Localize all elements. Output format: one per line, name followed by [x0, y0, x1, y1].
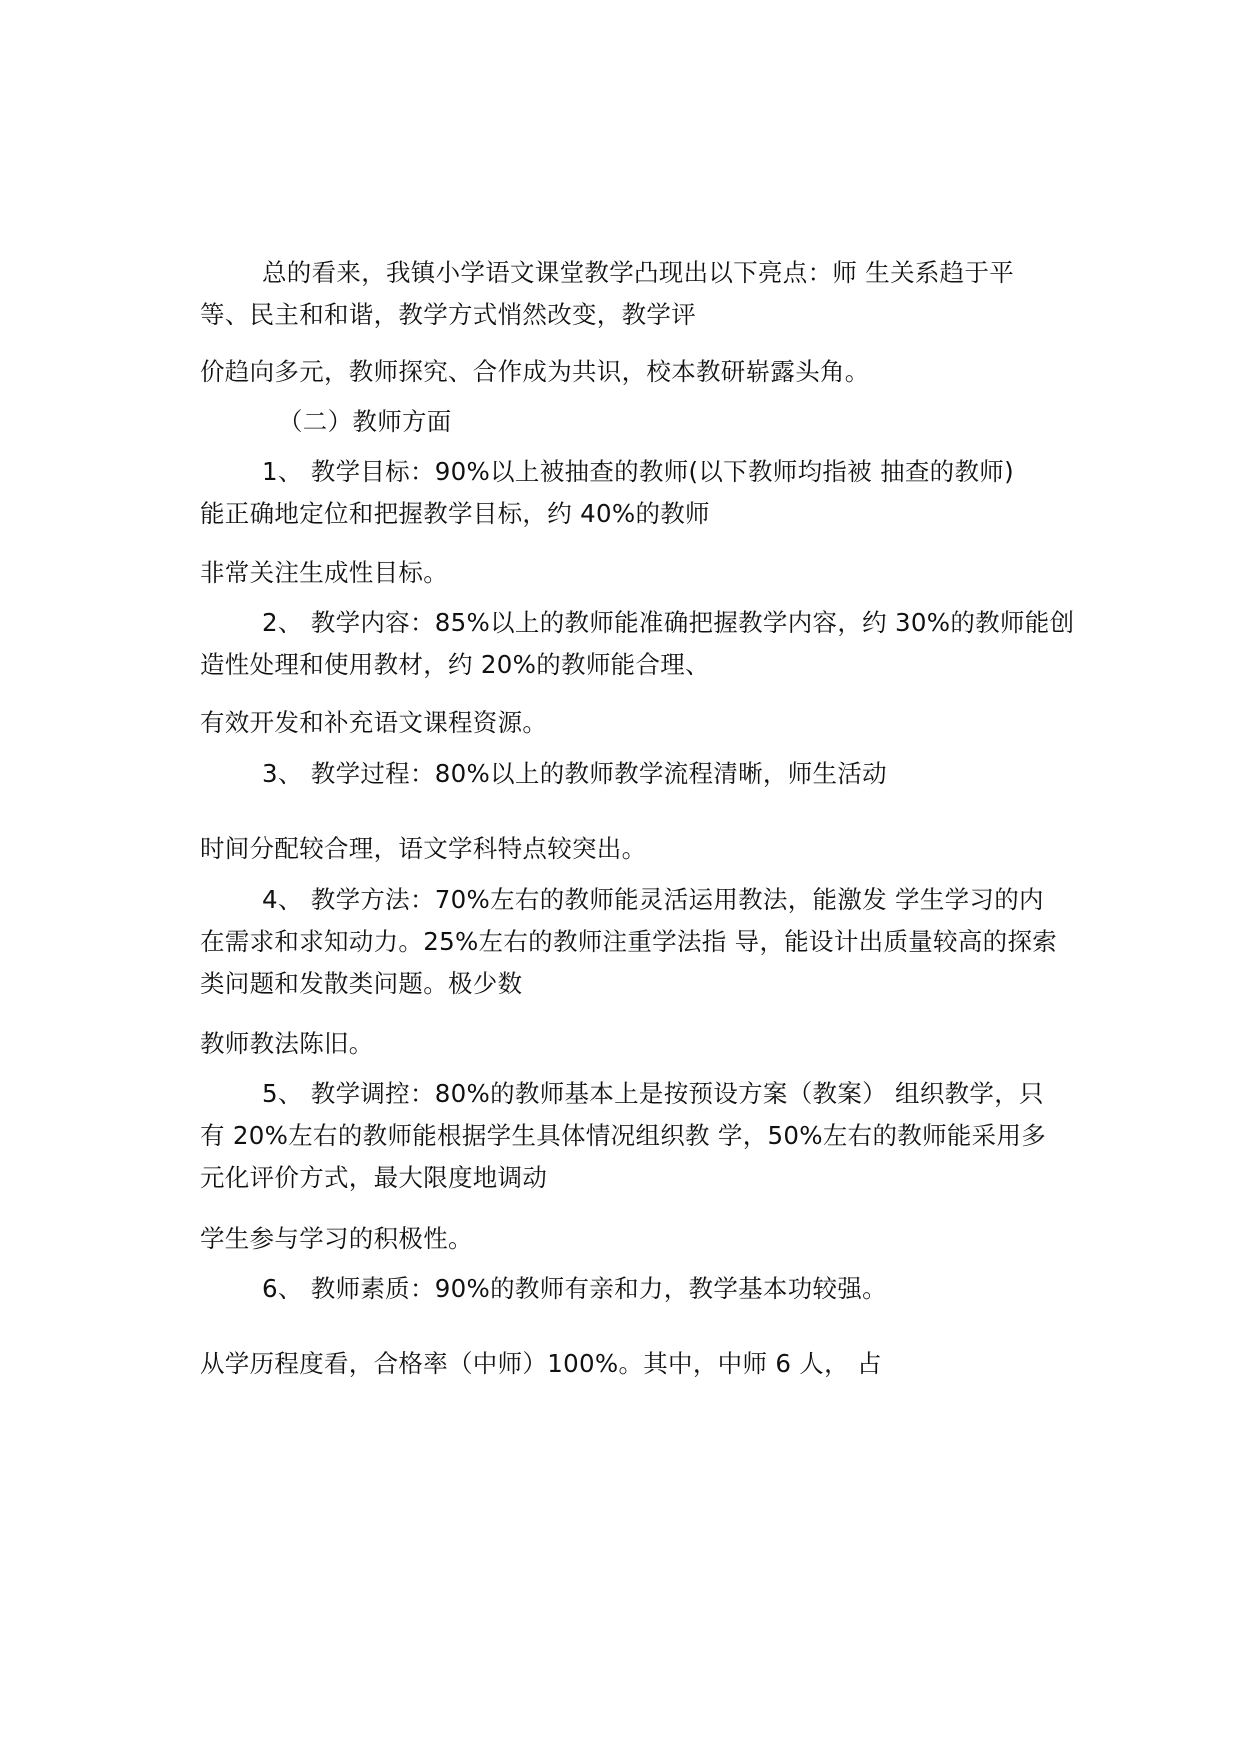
item-3-line-2: 时间分配较合理，语文学科特点较突出。	[200, 834, 647, 863]
item-2-line-3: 有效开发和补充语文课程资源。	[200, 708, 548, 737]
item-1-line-3: 非常关注生成性目标。	[200, 558, 448, 587]
item-5-line-2: 有 20%左右的教师能根据学生具体情况组织教 学，50%左右的教师能采用多	[200, 1121, 1047, 1150]
item-4-line-1: 4、 教学方法：70%左右的教师能灵活运用教法，能激发 学生学习的内	[262, 885, 1044, 914]
item-4-line-2: 在需求和求知动力。25%左右的教师注重学法指 导，能设计出质量较高的探索	[200, 927, 1058, 956]
paragraph-1-line-1: 总的看来，我镇小学语文课堂教学凸现出以下亮点：师 生关系趋于平	[262, 258, 1015, 287]
item-4-line-4: 教师教法陈旧。	[200, 1029, 374, 1058]
item-1-line-2: 能正确地定位和把握教学目标，约 40%的教师	[200, 499, 710, 528]
item-3-line-1: 3、 教学过程：80%以上的教师教学流程清晰，师生活动	[262, 759, 887, 788]
item-6-line-1: 6、 教师素质：90%的教师有亲和力，教学基本功较强。	[262, 1274, 887, 1303]
paragraph-1-line-3: 价趋向多元，教师探究、合作成为共识，校本教研崭露头角。	[200, 357, 870, 386]
item-5-line-4: 学生参与学习的积极性。	[200, 1224, 473, 1253]
section-heading: （二）教师方面	[278, 407, 452, 436]
item-5-line-3: 元化评价方式，最大限度地调动	[200, 1163, 548, 1192]
item-5-line-1: 5、 教学调控：80%的教师基本上是按预设方案（教案） 组织教学，只	[262, 1079, 1044, 1108]
item-1-line-1: 1、 教学目标：90%以上被抽查的教师(以下教师均指被 抽查的教师)	[262, 457, 1014, 486]
item-4-line-3: 类问题和发散类问题。极少数	[200, 969, 523, 998]
item-6-line-2: 从学历程度看，合格率（中师）100%。其中，中师 6 人， 占	[200, 1349, 882, 1378]
paragraph-1-line-2: 等、民主和和谐，教学方式悄然改变，教学评	[200, 300, 696, 329]
item-2-line-1: 2、 教学内容：85%以上的教师能准确把握教学内容，约 30%的教师能创	[262, 608, 1075, 637]
item-2-line-2: 造性处理和使用教材，约 20%的教师能合理、	[200, 650, 710, 679]
